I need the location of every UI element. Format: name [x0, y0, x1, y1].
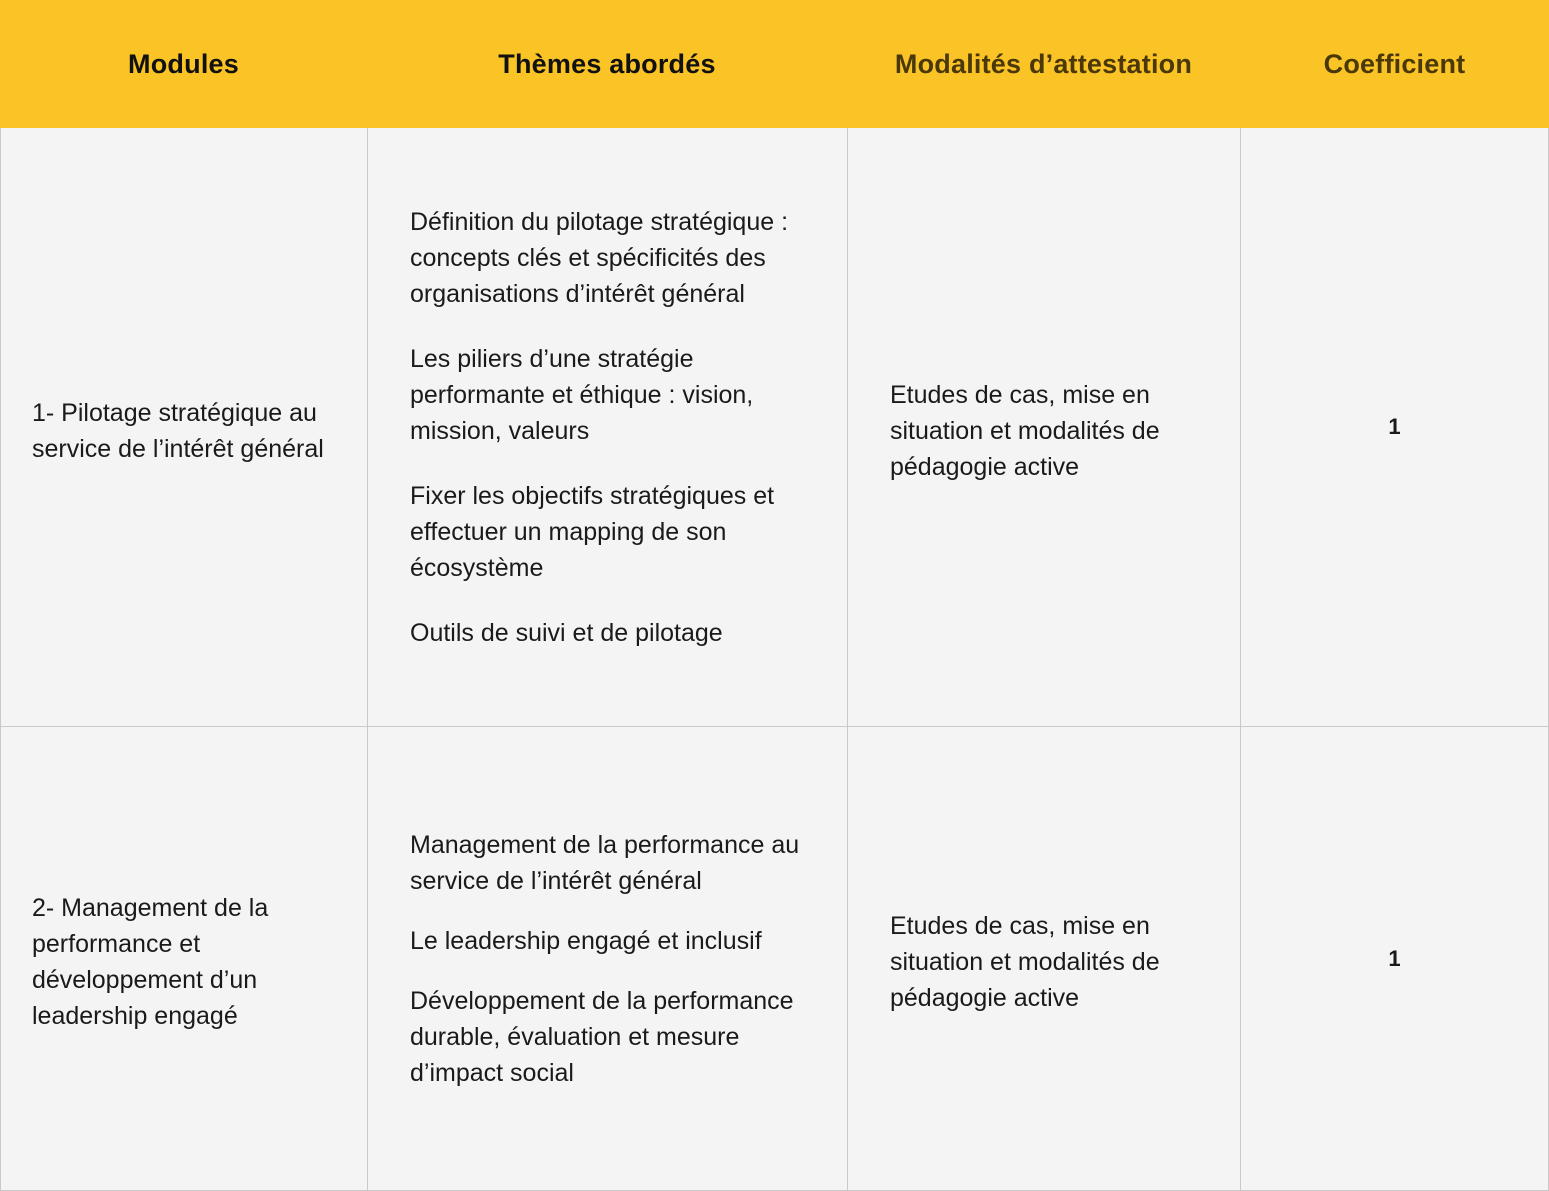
module-cell — [0, 726, 367, 1191]
theme-item: Les piliers d’une stratégie performante et éthique : vision, mission, valeurs — [410, 344, 754, 445]
attestation-cell — [847, 128, 1240, 726]
header-modules: Modules — [128, 48, 239, 79]
column-divider — [847, 128, 848, 1191]
column-divider — [1240, 128, 1241, 1191]
coefficient-value: 1 — [1388, 945, 1401, 971]
module-name: 2- Management de la performance et développement d’un leadership engagé — [32, 893, 269, 1030]
header-attestation: Modalités d’attestation — [894, 48, 1193, 79]
header-coefficient: Coefficient — [1323, 48, 1466, 79]
table-header — [0, 0, 1549, 128]
theme-item: Management de la performance au service de l’intérêt général — [410, 830, 800, 895]
table-row — [0, 726, 1549, 1191]
themes-cell — [367, 726, 847, 1191]
themes-cell — [367, 128, 847, 726]
theme-item: Définition du pilotage stratégique : concepts clés et spécificités des organisations d’intérêt général — [410, 207, 789, 308]
table-border-left — [0, 128, 1, 1191]
coefficient-cell — [1240, 128, 1549, 726]
theme-item: Outils de suivi et de pilotage — [410, 618, 723, 647]
theme-item: Le leadership engagé et inclusif — [410, 926, 762, 955]
module-cell — [0, 128, 367, 726]
row-divider — [0, 726, 1549, 727]
header-themes: Thèmes abordés — [498, 48, 716, 79]
theme-item: Développement de la performance durable, évaluation et mesure d’impact social — [410, 986, 794, 1087]
column-divider — [367, 128, 368, 1191]
coefficient-value: 1 — [1388, 414, 1401, 439]
table-row — [0, 128, 1549, 726]
attestation-text: Etudes de cas, mise en situation et modalités de pédagogie active — [890, 911, 1160, 1012]
attestation-cell — [847, 726, 1240, 1191]
coefficient-cell — [1240, 726, 1549, 1191]
module-name: 1- Pilotage stratégique au service de l’intérêt général — [32, 399, 324, 463]
attestation-text: Etudes de cas, mise en situation et modalités de pédagogie active — [890, 381, 1160, 481]
theme-item: Fixer les objectifs stratégiques et effectuer un mapping de son écosystème — [410, 481, 775, 582]
